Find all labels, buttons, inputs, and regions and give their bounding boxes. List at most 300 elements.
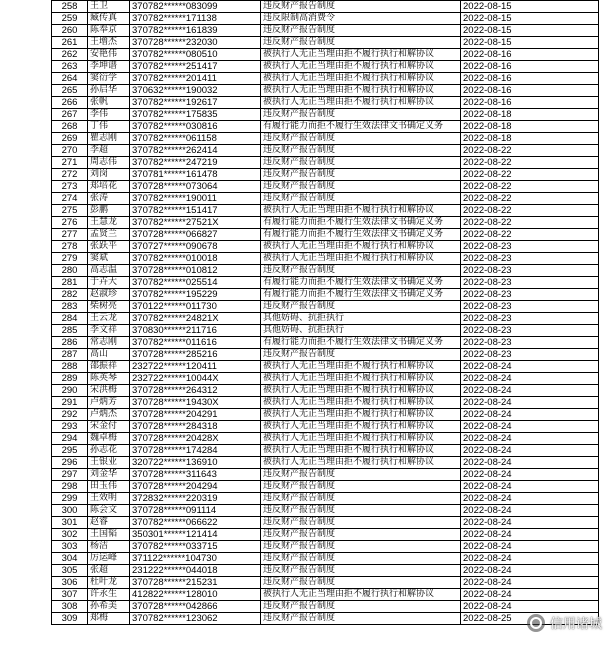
reason-cell: 其他妨碍、抗拒执行 xyxy=(261,313,461,325)
reason-cell: 有履行能力而拒不履行生效法律文书确定义务 xyxy=(261,289,461,301)
person-name-cell: 孟贤兰 xyxy=(88,229,130,241)
id-number-cell: 370782******066622 xyxy=(130,517,261,529)
table-row xyxy=(52,469,599,481)
row-number-cell: 261 xyxy=(52,37,88,49)
date-cell: 2022-08-23 xyxy=(461,253,599,265)
date-cell: 2022-08-24 xyxy=(461,397,599,409)
reason-cell: 违反财产报告制度 xyxy=(261,349,461,361)
table-row xyxy=(52,85,599,97)
person-name-cell: 王国韬 xyxy=(88,529,130,541)
id-number-cell: 370728******042866 xyxy=(130,601,261,613)
reason-cell: 违反财产报告制度 xyxy=(261,469,461,481)
date-cell: 2022-08-22 xyxy=(461,169,599,181)
id-number-cell: 370728******091114 xyxy=(130,505,261,517)
reason-cell: 被执行人无正当理由拒不履行执行和解协议 xyxy=(261,85,461,97)
table-row xyxy=(52,613,599,625)
id-number-cell: 370782******171138 xyxy=(130,13,261,25)
reason-cell: 违反财产报告制度 xyxy=(261,265,461,277)
row-number-cell: 279 xyxy=(52,253,88,265)
id-number-cell: 370728******174284 xyxy=(130,445,261,457)
table-row xyxy=(52,445,599,457)
person-name-cell: 陈奉京 xyxy=(88,25,130,37)
date-cell: 2022-08-24 xyxy=(461,541,599,553)
row-number-cell: 258 xyxy=(52,1,88,13)
id-number-cell: 370782******061158 xyxy=(130,133,261,145)
id-number-cell: 370728******010812 xyxy=(130,265,261,277)
reason-cell: 违反财产报告制度 xyxy=(261,553,461,565)
person-name-cell: 杨洁 xyxy=(88,541,130,553)
reason-cell: 被执行人无正当理由拒不履行执行和解协议 xyxy=(261,97,461,109)
date-cell: 2022-08-23 xyxy=(461,265,599,277)
date-cell: 2022-08-24 xyxy=(461,553,599,565)
person-name-cell: 安艳伟 xyxy=(88,49,130,61)
row-number-cell: 265 xyxy=(52,85,88,97)
table-row xyxy=(52,1,599,13)
table-row xyxy=(52,589,599,601)
reason-cell: 违反财产报告制度 xyxy=(261,601,461,613)
row-number-cell: 307 xyxy=(52,589,88,601)
row-number-cell: 286 xyxy=(52,337,88,349)
person-name-cell: 丁伟 xyxy=(88,121,130,133)
id-number-cell: 370728******215231 xyxy=(130,577,261,589)
date-cell: 2022-08-24 xyxy=(461,433,599,445)
person-name-cell: 窦斌 xyxy=(88,253,130,265)
id-number-cell: 350301******121414 xyxy=(130,529,261,541)
id-number-cell: 232722******120411 xyxy=(130,361,261,373)
row-number-cell: 268 xyxy=(52,121,88,133)
date-cell: 2022-08-15 xyxy=(461,25,599,37)
reason-cell: 有履行能力而拒不履行生效法律文书确定义务 xyxy=(261,229,461,241)
row-number-cell: 287 xyxy=(52,349,88,361)
id-number-cell: 370781******161478 xyxy=(130,169,261,181)
dishonest-list-table xyxy=(51,0,599,625)
id-number-cell: 370728******204294 xyxy=(130,481,261,493)
row-number-cell: 285 xyxy=(52,325,88,337)
person-name-cell: 彭鹏 xyxy=(88,205,130,217)
id-number-cell: 370782******27521X xyxy=(130,217,261,229)
date-cell: 2022-08-22 xyxy=(461,145,599,157)
table-row xyxy=(52,13,599,25)
row-number-cell: 299 xyxy=(52,493,88,505)
id-number-cell: 370782******010018 xyxy=(130,253,261,265)
reason-cell: 有履行能力而拒不履行生效法律文书确定义务 xyxy=(261,217,461,229)
row-number-cell: 304 xyxy=(52,553,88,565)
id-number-cell: 370782******025514 xyxy=(130,277,261,289)
watermark-text: 信用诸城 xyxy=(549,617,602,632)
id-number-cell: 370782******24821X xyxy=(130,313,261,325)
row-number-cell: 281 xyxy=(52,277,88,289)
person-name-cell: 刘金华 xyxy=(88,469,130,481)
date-cell: 2022-08-22 xyxy=(461,217,599,229)
person-name-cell: 李伟 xyxy=(88,109,130,121)
date-cell: 2022-08-22 xyxy=(461,157,599,169)
id-number-cell: 370782******262414 xyxy=(130,145,261,157)
reason-cell: 被执行人无正当理由拒不履行执行和解协议 xyxy=(261,205,461,217)
date-cell: 2022-08-18 xyxy=(461,121,599,133)
id-number-cell: 370632******190032 xyxy=(130,85,261,97)
reason-cell: 被执行人无正当理由拒不履行执行和解协议 xyxy=(261,73,461,85)
reason-cell: 违反财产报告制度 xyxy=(261,133,461,145)
row-number-cell: 295 xyxy=(52,445,88,457)
date-cell: 2022-08-24 xyxy=(461,577,599,589)
id-number-cell: 370782******175835 xyxy=(130,109,261,121)
date-cell: 2022-08-24 xyxy=(461,457,599,469)
row-number-cell: 303 xyxy=(52,541,88,553)
date-cell: 2022-08-24 xyxy=(461,409,599,421)
reason-cell: 违反财产报告制度 xyxy=(261,37,461,49)
id-number-cell: 231222******044018 xyxy=(130,565,261,577)
table-row xyxy=(52,325,599,337)
table-row xyxy=(52,277,599,289)
id-number-cell: 370782******201411 xyxy=(130,73,261,85)
table-row xyxy=(52,517,599,529)
table-row xyxy=(52,313,599,325)
table-row xyxy=(52,337,599,349)
reason-cell: 违反财产报告制度 xyxy=(261,493,461,505)
row-number-cell: 259 xyxy=(52,13,88,25)
id-number-cell: 370782******190011 xyxy=(130,193,261,205)
date-cell: 2022-08-24 xyxy=(461,565,599,577)
id-number-cell: 370728******20428X xyxy=(130,433,261,445)
date-cell: 2022-08-18 xyxy=(461,109,599,121)
date-cell: 2022-08-23 xyxy=(461,325,599,337)
wechat-account-icon xyxy=(527,614,545,632)
person-name-cell: 赵睿 xyxy=(88,517,130,529)
date-cell: 2022-08-16 xyxy=(461,73,599,85)
table-row xyxy=(52,121,599,133)
id-number-cell: 370782******123062 xyxy=(130,613,261,625)
reason-cell: 被执行人无正当理由拒不履行执行和解协议 xyxy=(261,409,461,421)
row-number-cell: 300 xyxy=(52,505,88,517)
date-cell: 2022-08-24 xyxy=(461,601,599,613)
id-number-cell: 320722******136910 xyxy=(130,457,261,469)
table-row xyxy=(52,601,599,613)
reason-cell: 违反财产报告制度 xyxy=(261,1,461,13)
reason-cell: 其他妨碍、抗拒执行 xyxy=(261,325,461,337)
row-number-cell: 276 xyxy=(52,217,88,229)
id-number-cell: 370782******030816 xyxy=(130,121,261,133)
reason-cell: 被执行人无正当理由拒不履行执行和解协议 xyxy=(261,433,461,445)
table-row xyxy=(52,397,599,409)
row-number-cell: 280 xyxy=(52,265,88,277)
table-row xyxy=(52,349,599,361)
person-name-cell: 王效明 xyxy=(88,493,130,505)
id-number-cell: 370728******19430X xyxy=(130,397,261,409)
row-number-cell: 292 xyxy=(52,409,88,421)
date-cell: 2022-08-23 xyxy=(461,277,599,289)
table-row xyxy=(52,157,599,169)
table-row xyxy=(52,565,599,577)
person-name-cell: 孙希美 xyxy=(88,601,130,613)
table-row xyxy=(52,181,599,193)
id-number-cell: 370728******204291 xyxy=(130,409,261,421)
table-row xyxy=(52,229,599,241)
table-row xyxy=(52,169,599,181)
person-name-cell: 厉运峰 xyxy=(88,553,130,565)
id-number-cell: 372832******220319 xyxy=(130,493,261,505)
person-name-cell: 李坤谱 xyxy=(88,61,130,73)
person-name-cell: 张超 xyxy=(88,565,130,577)
table-row xyxy=(52,541,599,553)
date-cell: 2022-08-22 xyxy=(461,181,599,193)
row-number-cell: 308 xyxy=(52,601,88,613)
row-number-cell: 305 xyxy=(52,565,88,577)
reason-cell: 违反财产报告制度 xyxy=(261,613,461,625)
date-cell: 2022-08-15 xyxy=(461,13,599,25)
person-name-cell: 田玉伟 xyxy=(88,481,130,493)
reason-cell: 违反财产报告制度 xyxy=(261,517,461,529)
table-row xyxy=(52,457,599,469)
date-cell: 2022-08-24 xyxy=(461,385,599,397)
row-number-cell: 278 xyxy=(52,241,88,253)
date-cell: 2022-08-22 xyxy=(461,229,599,241)
person-name-cell: 王云龙 xyxy=(88,313,130,325)
table-row xyxy=(52,133,599,145)
reason-cell: 被执行人无正当理由拒不履行执行和解协议 xyxy=(261,61,461,73)
id-number-cell: 370782******033715 xyxy=(130,541,261,553)
row-number-cell: 262 xyxy=(52,49,88,61)
reason-cell: 违反财产报告制度 xyxy=(261,529,461,541)
id-number-cell: 370728******264312 xyxy=(130,385,261,397)
person-name-cell: 宋金付 xyxy=(88,421,130,433)
person-name-cell: 陈英琴 xyxy=(88,373,130,385)
person-name-cell: 张涛 xyxy=(88,193,130,205)
person-name-cell: 魏卓梅 xyxy=(88,433,130,445)
table-body xyxy=(52,1,599,625)
id-number-cell: 370782******251417 xyxy=(130,61,261,73)
id-number-cell: 370782******080510 xyxy=(130,49,261,61)
table-row xyxy=(52,553,599,565)
person-name-cell: 王慧龙 xyxy=(88,217,130,229)
person-name-cell: 周志伟 xyxy=(88,157,130,169)
row-number-cell: 291 xyxy=(52,397,88,409)
reason-cell: 违反财产报告制度 xyxy=(261,541,461,553)
table-row xyxy=(52,529,599,541)
reason-cell: 有履行能力而拒不履行生效法律文书确定义务 xyxy=(261,121,461,133)
date-cell: 2022-08-24 xyxy=(461,493,599,505)
date-cell: 2022-08-24 xyxy=(461,589,599,601)
person-name-cell: 邵振祥 xyxy=(88,361,130,373)
row-number-cell: 283 xyxy=(52,301,88,313)
table-row xyxy=(52,73,599,85)
table-row xyxy=(52,481,599,493)
person-name-cell: 孙启华 xyxy=(88,85,130,97)
date-cell: 2022-08-18 xyxy=(461,133,599,145)
reason-cell: 被执行人无正当理由拒不履行执行和解协议 xyxy=(261,49,461,61)
date-cell: 2022-08-15 xyxy=(461,1,599,13)
person-name-cell: 于卉大 xyxy=(88,277,130,289)
id-number-cell: 370727******090678 xyxy=(130,241,261,253)
table-row xyxy=(52,493,599,505)
row-number-cell: 266 xyxy=(52,97,88,109)
reason-cell: 违反财产报告制度 xyxy=(261,505,461,517)
date-cell: 2022-08-23 xyxy=(461,313,599,325)
table-row xyxy=(52,61,599,73)
person-name-cell: 张帆 xyxy=(88,97,130,109)
reason-cell: 被执行人无正当理由拒不履行执行和解协议 xyxy=(261,457,461,469)
date-cell: 2022-08-16 xyxy=(461,61,599,73)
id-number-cell: 370728******284318 xyxy=(130,421,261,433)
row-number-cell: 267 xyxy=(52,109,88,121)
table-row xyxy=(52,145,599,157)
person-name-cell: 孙志花 xyxy=(88,445,130,457)
table-row xyxy=(52,109,599,121)
person-name-cell: 高志温 xyxy=(88,265,130,277)
reason-cell: 违反财产报告制度 xyxy=(261,565,461,577)
person-name-cell: 陈会文 xyxy=(88,505,130,517)
row-number-cell: 294 xyxy=(52,433,88,445)
table-row xyxy=(52,193,599,205)
person-name-cell: 王卫 xyxy=(88,1,130,13)
reason-cell: 被执行人无正当理由拒不履行执行和解协议 xyxy=(261,445,461,457)
row-number-cell: 264 xyxy=(52,73,88,85)
reason-cell: 违反财产报告制度 xyxy=(261,193,461,205)
id-number-cell: 370830******211716 xyxy=(130,325,261,337)
person-name-cell: 郑培花 xyxy=(88,181,130,193)
table-row xyxy=(52,577,599,589)
person-name-cell: 王增杰 xyxy=(88,37,130,49)
table-row xyxy=(52,433,599,445)
date-cell: 2022-08-16 xyxy=(461,97,599,109)
person-name-cell: 张跃平 xyxy=(88,241,130,253)
date-cell: 2022-08-23 xyxy=(461,301,599,313)
date-cell: 2022-08-24 xyxy=(461,421,599,433)
person-name-cell: 瞿志刚 xyxy=(88,133,130,145)
date-cell: 2022-08-23 xyxy=(461,289,599,301)
table-row xyxy=(52,253,599,265)
id-number-cell: 232722******10044X xyxy=(130,373,261,385)
reason-cell: 被执行人无正当理由拒不履行执行和解协议 xyxy=(261,253,461,265)
id-number-cell: 370782******161839 xyxy=(130,25,261,37)
reason-cell: 被执行人无正当理由拒不履行执行和解协议 xyxy=(261,373,461,385)
table-row xyxy=(52,301,599,313)
table-row xyxy=(52,205,599,217)
id-number-cell: 370782******192617 xyxy=(130,97,261,109)
reason-cell: 违反财产报告制度 xyxy=(261,181,461,193)
id-number-cell: 370122******011730 xyxy=(130,301,261,313)
row-number-cell: 297 xyxy=(52,469,88,481)
id-number-cell: 370728******073064 xyxy=(130,181,261,193)
person-name-cell: 高山 xyxy=(88,349,130,361)
reason-cell: 违反财产报告制度 xyxy=(261,109,461,121)
row-number-cell: 293 xyxy=(52,421,88,433)
table-row xyxy=(52,385,599,397)
date-cell: 2022-08-23 xyxy=(461,337,599,349)
date-cell: 2022-08-24 xyxy=(461,445,599,457)
person-name-cell: 卢炳芳 xyxy=(88,397,130,409)
row-number-cell: 274 xyxy=(52,193,88,205)
reason-cell: 被执行人无正当理由拒不履行执行和解协议 xyxy=(261,421,461,433)
row-number-cell: 302 xyxy=(52,529,88,541)
row-number-cell: 298 xyxy=(52,481,88,493)
table-row xyxy=(52,37,599,49)
row-number-cell: 282 xyxy=(52,289,88,301)
date-cell: 2022-08-22 xyxy=(461,193,599,205)
row-number-cell: 288 xyxy=(52,361,88,373)
table-row xyxy=(52,409,599,421)
reason-cell: 违反财产报告制度 xyxy=(261,481,461,493)
id-number-cell: 370728******066827 xyxy=(130,229,261,241)
reason-cell: 违反财产报告制度 xyxy=(261,301,461,313)
date-cell: 2022-08-23 xyxy=(461,241,599,253)
person-name-cell: 窦衍学 xyxy=(88,73,130,85)
table-row xyxy=(52,49,599,61)
person-name-cell: 宋洪梅 xyxy=(88,385,130,397)
person-name-cell: 杜叶龙 xyxy=(88,577,130,589)
id-number-cell: 370782******247219 xyxy=(130,157,261,169)
date-cell: 2022-08-25 xyxy=(461,613,599,625)
reason-cell: 被执行人无正当理由拒不履行执行和解协议 xyxy=(261,397,461,409)
reason-cell: 违反财产报告制度 xyxy=(261,145,461,157)
person-name-cell: 郑梅 xyxy=(88,613,130,625)
id-number-cell: 412822******128010 xyxy=(130,589,261,601)
person-name-cell: 刘岗 xyxy=(88,169,130,181)
date-cell: 2022-08-24 xyxy=(461,505,599,517)
reason-cell: 有履行能力而拒不履行生效法律文书确定义务 xyxy=(261,337,461,349)
date-cell: 2022-08-22 xyxy=(461,205,599,217)
reason-cell: 被执行人无正当理由拒不履行执行和解协议 xyxy=(261,589,461,601)
reason-cell: 违反财产报告制度 xyxy=(261,577,461,589)
reason-cell: 违反限制高消费令 xyxy=(261,13,461,25)
watermark xyxy=(527,613,602,632)
row-number-cell: 260 xyxy=(52,25,88,37)
reason-cell: 违反财产报告制度 xyxy=(261,169,461,181)
row-number-cell: 309 xyxy=(52,613,88,625)
row-number-cell: 270 xyxy=(52,145,88,157)
person-name-cell: 臧传真 xyxy=(88,13,130,25)
reason-cell: 被执行人无正当理由拒不履行执行和解协议 xyxy=(261,361,461,373)
date-cell: 2022-08-16 xyxy=(461,85,599,97)
row-number-cell: 284 xyxy=(52,313,88,325)
table-row xyxy=(52,289,599,301)
date-cell: 2022-08-24 xyxy=(461,373,599,385)
reason-cell: 违反财产报告制度 xyxy=(261,157,461,169)
table-row xyxy=(52,265,599,277)
table-row xyxy=(52,505,599,517)
id-number-cell: 370782******083099 xyxy=(130,1,261,13)
person-name-cell: 常志刚 xyxy=(88,337,130,349)
row-number-cell: 289 xyxy=(52,373,88,385)
table-row xyxy=(52,241,599,253)
row-number-cell: 275 xyxy=(52,205,88,217)
id-number-cell: 370728******311643 xyxy=(130,469,261,481)
id-number-cell: 370728******285216 xyxy=(130,349,261,361)
reason-cell: 被执行人无正当理由拒不履行执行和解协议 xyxy=(261,385,461,397)
row-number-cell: 271 xyxy=(52,157,88,169)
id-number-cell: 371122******104730 xyxy=(130,553,261,565)
id-number-cell: 370728******232030 xyxy=(130,37,261,49)
row-number-cell: 263 xyxy=(52,61,88,73)
date-cell: 2022-08-24 xyxy=(461,529,599,541)
table-row xyxy=(52,217,599,229)
date-cell: 2022-08-16 xyxy=(461,49,599,61)
row-number-cell: 269 xyxy=(52,133,88,145)
id-number-cell: 370782******195229 xyxy=(130,289,261,301)
person-name-cell: 卢炳杰 xyxy=(88,409,130,421)
row-number-cell: 277 xyxy=(52,229,88,241)
table-row xyxy=(52,421,599,433)
table-row xyxy=(52,25,599,37)
person-name-cell: 许永生 xyxy=(88,589,130,601)
table-row xyxy=(52,373,599,385)
row-number-cell: 306 xyxy=(52,577,88,589)
row-number-cell: 296 xyxy=(52,457,88,469)
reason-cell: 有履行能力而拒不履行生效法律文书确定义务 xyxy=(261,277,461,289)
table-row xyxy=(52,361,599,373)
row-number-cell: 290 xyxy=(52,385,88,397)
date-cell: 2022-08-24 xyxy=(461,469,599,481)
date-cell: 2022-08-24 xyxy=(461,481,599,493)
